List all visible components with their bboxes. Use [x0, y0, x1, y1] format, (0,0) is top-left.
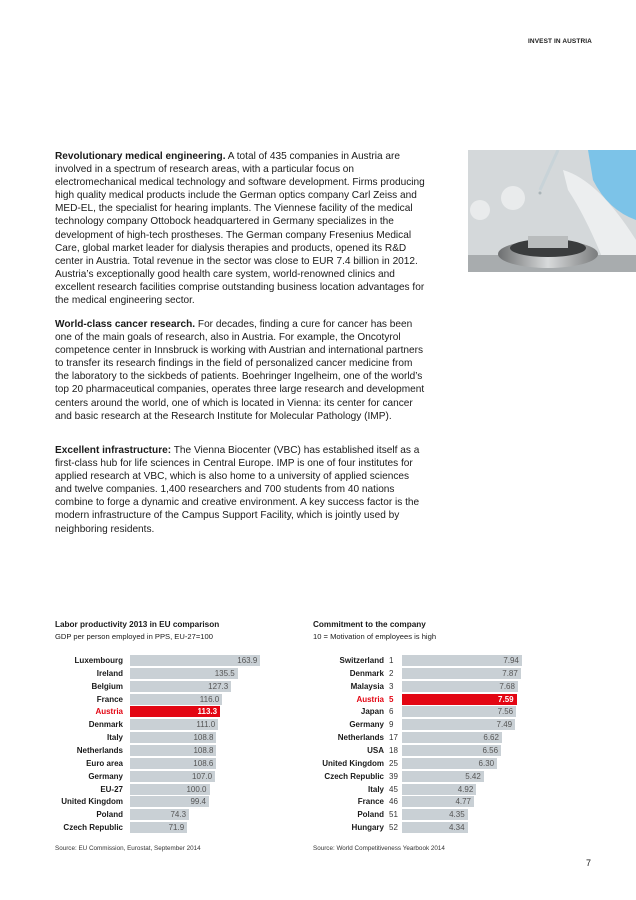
bar-label: Poland — [96, 810, 123, 820]
bar — [402, 655, 522, 666]
bar-label: EU-27 — [100, 784, 123, 794]
bar — [130, 655, 260, 666]
bar-label: Hungary — [351, 823, 384, 833]
lab-photo — [468, 150, 636, 272]
chart1-source: Source: EU Commission, Eurostat, September 2014 — [55, 845, 201, 852]
chart1-row — [40, 809, 123, 820]
bar-label: Germany — [349, 720, 384, 730]
chart1-row — [40, 694, 123, 705]
bar-value-label: 7.87 — [502, 668, 518, 678]
bar — [130, 681, 231, 692]
chart1-row — [40, 719, 123, 730]
bar-label: Malaysia — [350, 681, 384, 691]
bar-label: Czech Republic — [324, 771, 384, 781]
chart2-row — [300, 655, 384, 666]
bar-label: Belgium — [91, 681, 123, 691]
bar-label: Switzerland — [339, 656, 384, 665]
bar — [130, 706, 220, 717]
bar — [402, 822, 468, 833]
bar-value-label: 5.42 — [465, 771, 481, 781]
chart1-row — [40, 822, 123, 833]
bar-value-label: 6.30 — [478, 758, 495, 768]
bar — [402, 745, 501, 756]
bar-label: Euro area — [86, 758, 123, 768]
chart1-row — [40, 745, 123, 756]
chart1-row — [40, 655, 123, 666]
rank-label: 45 — [389, 784, 398, 794]
paragraph-heading: Excellent infrastructure: — [55, 445, 172, 456]
chart2-row — [300, 706, 384, 717]
section-header: INVEST IN AUSTRIA — [528, 38, 592, 45]
bar-value-label: 6.56 — [482, 745, 499, 755]
bar-label: Italy — [367, 784, 384, 794]
bar-label: Czech Republic — [63, 823, 123, 833]
rank-label: 1 — [389, 656, 394, 665]
chart2-row — [300, 668, 384, 679]
bar-label: Luxembourg — [74, 656, 123, 665]
bar-value-label: 4.92 — [457, 784, 474, 794]
bar-value-label: 7.56 — [497, 707, 514, 717]
bar-value-label: 71.9 — [168, 823, 185, 833]
bar-label: Denmark — [88, 720, 123, 730]
bar-value-label: 7.49 — [496, 720, 513, 730]
bar — [130, 694, 222, 705]
bar-value-label: 100.0 — [186, 784, 207, 794]
bar — [130, 719, 218, 730]
rank-label: 2 — [389, 668, 394, 678]
paragraph-heading: World-class cancer research. — [55, 319, 196, 330]
chart2-row — [300, 809, 384, 820]
bar — [402, 796, 474, 807]
bar — [402, 681, 518, 692]
bar-label: Austria — [95, 707, 123, 717]
lab-photo-illustration — [468, 150, 636, 272]
rank-label: 6 — [389, 707, 394, 717]
chart1-row — [40, 681, 123, 692]
chart2-row — [300, 694, 384, 705]
rank-label: 52 — [389, 823, 398, 833]
bar-label: USA — [367, 745, 384, 755]
chart2-row — [300, 822, 384, 833]
bar — [130, 771, 215, 782]
chart1-row — [40, 668, 123, 679]
bar — [402, 719, 515, 730]
bar-label: Ireland — [96, 668, 123, 678]
bar-label: Germany — [88, 771, 123, 781]
bar-value-label: 7.68 — [499, 681, 515, 691]
paragraph-infrastructure — [55, 444, 425, 536]
paragraph-text: For decades, finding a cure for cancer has been one of the main goals of research, also in Austria. For example, the Oncotyrol competence center in Innsbruck is working with Austrian and international partners to transfer its research findings in the field of personalized cancer medicine from the laboratory to the sickbeds of patients. Boehringer Ingelheim, one of the world’s top 20 pharmaceutical companies, operates three large research and development centers around the world, one of which is located in Vienna: its center for cancer and basic research at the Research Institute for Molecular Pathology (IMP). — [55, 319, 425, 422]
chart2-row — [300, 681, 384, 692]
bar — [130, 745, 216, 756]
bar-label: Japan — [360, 707, 384, 717]
bar-value-label: 7.59 — [498, 694, 514, 704]
bar-value-label: 108.8 — [193, 745, 214, 755]
bar — [402, 784, 476, 795]
bar-value-label: 108.6 — [193, 758, 214, 768]
bar — [130, 668, 238, 679]
bar-value-label: 135.5 — [214, 668, 235, 678]
rank-label: 51 — [389, 810, 398, 820]
bar-value-label: 108.8 — [193, 733, 214, 743]
bar-value-label: 127.3 — [208, 681, 229, 691]
chart2-title: Commitment to the company — [313, 620, 426, 629]
paragraph-medical-engineering — [55, 150, 425, 307]
bar — [130, 796, 209, 807]
chart2-subtitle: 10 = Motivation of employees is high — [313, 632, 437, 641]
rank-label: 46 — [389, 797, 398, 807]
rank-label: 39 — [389, 771, 398, 781]
bar-label: Netherlands — [76, 745, 123, 755]
chart1-row — [40, 706, 123, 717]
bar-value-label: 7.94 — [503, 656, 519, 665]
page-number: 7 — [586, 858, 592, 868]
rank-label: 9 — [389, 720, 394, 730]
bar — [402, 668, 521, 679]
chart1-title: Labor productivity 2013 in EU comparison — [55, 620, 220, 629]
bar — [402, 758, 497, 769]
chart1-row — [40, 758, 123, 769]
chart1-row — [40, 796, 123, 807]
paragraph-text: The Vienna Biocenter (VBC) has established itself as a first-class hub for life sciences in Central Europe. IMP is one of four institutes for applied research at VBC, which is also home to a university of applied sciences and twelve companies. 1,400 researchers and 700 students from 40 nations combine to forge a dynamic and creative environment. A key success factor is the modern infrastructure of the Campus Support Facility, which is jointly used by neighboring residents. — [55, 445, 420, 535]
chart2-row — [300, 719, 384, 730]
bar — [402, 771, 484, 782]
bar-value-label: 6.62 — [483, 733, 499, 743]
bar — [402, 694, 517, 705]
bar — [402, 809, 468, 820]
bar — [130, 809, 189, 820]
bar-value-label: 163.9 — [237, 656, 258, 665]
bar — [130, 732, 216, 743]
chart2-row — [300, 745, 384, 756]
chart2-row — [300, 732, 384, 743]
rank-label: 25 — [389, 758, 398, 768]
chart2-row — [300, 784, 384, 795]
bar-label: United Kingdom — [322, 758, 384, 768]
rank-label: 5 — [389, 694, 394, 704]
chart2-row — [300, 758, 384, 769]
bar-value-label: 4.77 — [455, 797, 472, 807]
bar-label: Poland — [357, 810, 384, 820]
bar-value-label: 4.34 — [448, 823, 465, 833]
chart2-row — [300, 796, 384, 807]
paragraph-text: A total of 435 companies in Austria are involved in a spectrum of research areas, with a particular focus on electromechanical medical technology and software development. Firms producing high quality medical products include the German optics company Carl Zeiss and MED-EL, the specialist for hearing implants. The Viennese facility of the medical technology company Ottobock headquartered in Germany specializes in the development of high-tech prostheses. The German company Fresenius Medical Care, global market leader for dialysis therapies and products, opened its R&D center in Austria. Total revenue in the sector was close to EUR 7.4 billion in 2012. Austria’s exceptionally good health care system, world-renowned clinics and excellent research facilities comprise outstanding business location advantages for the medical engineering sector. — [55, 151, 425, 307]
bar-value-label: 107.0 — [192, 771, 213, 781]
bar-value-label: 113.3 — [197, 707, 218, 717]
paragraph-cancer-research — [55, 318, 425, 423]
chart2-row — [300, 771, 384, 782]
bar-label: United Kingdom — [61, 797, 123, 807]
paragraph-heading: Revolutionary medical engineering. — [55, 151, 226, 162]
rank-label: 3 — [389, 681, 394, 691]
bar-label: Netherlands — [337, 733, 384, 743]
bar-value-label: 99.4 — [190, 797, 207, 807]
bar-label: France — [357, 797, 384, 807]
bar-value-label: 4.35 — [449, 810, 465, 820]
chart1-subtitle: GDP per person employed in PPS, EU-27=100 — [55, 632, 213, 641]
bar — [130, 822, 187, 833]
rank-label: 17 — [389, 733, 398, 743]
bar-value-label: 116.0 — [199, 694, 220, 704]
bar-label: Italy — [106, 733, 123, 743]
rank-label: 18 — [389, 745, 398, 755]
bar — [130, 784, 210, 795]
bar-label: Denmark — [349, 668, 384, 678]
bar-value-label: 74.3 — [170, 810, 187, 820]
chart1-row — [40, 784, 123, 795]
bar-label: Austria — [356, 694, 384, 704]
chart1-row — [40, 732, 123, 743]
bar — [130, 758, 216, 769]
bar — [402, 706, 516, 717]
bar-value-label: 111.0 — [196, 720, 216, 730]
chart2-source: Source: World Competitiveness Yearbook 2014 — [313, 845, 445, 852]
bar-label: France — [96, 694, 123, 704]
bar — [402, 732, 502, 743]
chart1-row — [40, 771, 123, 782]
